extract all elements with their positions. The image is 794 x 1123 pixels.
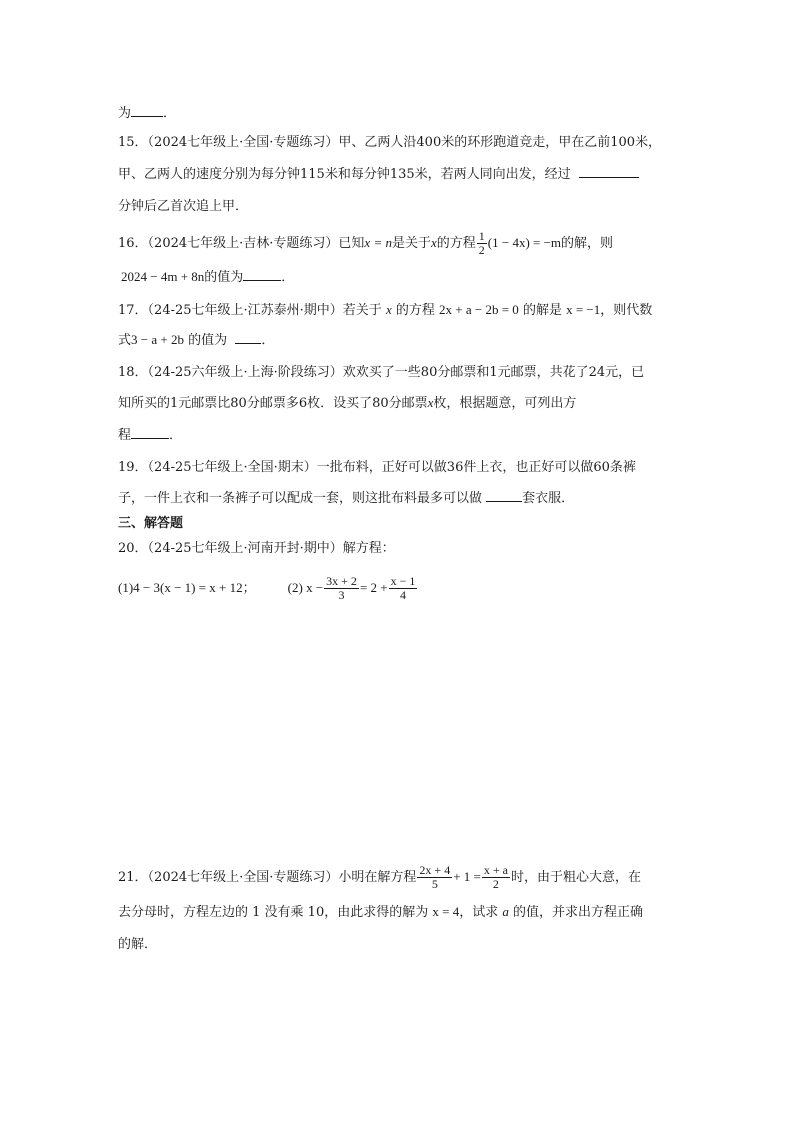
q17-text: 的值为 [188,333,228,348]
q20-source: （24-25七年级上·河南开封·期中） [147,541,343,556]
q18-line1 [118,363,644,383]
q17-source: （24-25七年级上·江苏泰州·期中） [147,303,343,318]
q15-line2 [118,165,639,185]
q17-solution: x = −1 [566,302,601,317]
q18-text: 枚，根据题意，可列出方 [433,396,577,411]
q21-source: （2024七年级上·全国·专题练习） [147,870,339,885]
q16-expression: 2024 − 4m + 8n [121,269,205,284]
q19-line1 [118,458,636,478]
q19-number: 19． [118,460,148,475]
q21-text: 的值，并求出方程正确 [513,905,644,920]
q15-text: 甲、乙两人的速度分别为每分钟115米和每分钟135米，若两人同向出发，经过 [118,167,571,182]
q21-line2 [118,902,643,923]
answer-blank [235,331,261,344]
answer-blank [486,489,522,502]
q15-number: 15． [118,135,148,150]
q16-line2 [121,267,294,288]
q18-text: 欢欢买了一些80分邮票和1元邮票，共花了24元，已 [342,365,645,380]
q17-number: 17． [118,303,148,318]
q18-end: ． [169,428,183,443]
q17-text: ，则代数 [600,303,653,318]
fraction-denominator: 2 [478,243,485,257]
q17-text: 的解是 [522,303,562,318]
q16-text: 已知 [338,236,365,251]
q20-part2: (2) x − [287,580,324,595]
q20-number: 20． [118,541,148,556]
q17-equation: 2x + a − 2b = 0 [439,302,519,317]
q19-text: 套衣服． [522,491,575,506]
q17-text: 若关于 [342,303,382,318]
q17-text: 的方程 [395,303,435,318]
q21-equation: + 1 = [453,869,481,884]
section-title: 三、解答题 [118,516,184,531]
q18-text: 知所买的1元邮票比80分邮票多6枚．设买了80分邮票 [118,396,428,411]
fraction-denominator: 4 [400,588,406,602]
q20-part1: (1)4 − 3(x − 1) = x + 12； [118,580,256,595]
answer-blank [243,268,281,281]
q16-line1 [118,230,613,257]
q20-line2 [118,574,418,603]
prev-end: ． [163,106,177,121]
q18-line2 [118,393,576,414]
q17-expression: 3 − a + 2b [131,332,184,347]
q21-fraction-2 [482,864,510,891]
prev-question-tail [118,104,176,124]
q17-variable: x [385,302,392,317]
fraction-denominator: 2 [492,877,499,891]
q21-line1 [118,863,641,892]
fraction-denominator: 3 [338,588,345,602]
q16-variable: x [430,235,437,250]
q15-source: （2024七年级上·全国·专题练习） [147,135,339,150]
answer-blank [131,426,169,439]
answer-blank [131,104,163,117]
q16-end: ． [281,270,295,285]
fraction-numerator: x + a [483,863,508,877]
q19-line2 [118,489,574,509]
answer-blank [579,165,639,178]
q21-text: 小明在解方程 [338,870,417,885]
q21-text: 时，由于粗心大意，在 [510,870,641,885]
q21-fraction-1 [417,864,452,891]
q19-text: 一批布料，正好可以做36件上衣，也正好可以做60条裤 [316,460,636,475]
q16-fraction [477,230,487,257]
q17-line2 [118,330,274,351]
q18-source: （24-25六年级上·上海·阶段练习） [147,365,343,380]
q18-number: 18． [118,365,148,380]
fraction-numerator: x − 1 [390,574,416,588]
q15-line3 [118,197,248,217]
q20-fraction-1 [324,575,359,602]
q21-text: 去分母时，方程左边的 1 没有乘 10，由此求得的解为 [118,905,429,920]
q20-line1 [118,539,395,559]
q21-solution: x = 4 [432,904,460,919]
q15-text: 分钟后乙首次追上甲． [118,199,249,214]
q15-line1 [118,133,661,153]
q16-text: 的方程 [436,236,476,251]
fraction-denominator: 5 [431,877,438,891]
q18-variable: x [427,395,434,410]
q16-text: 的值为 [204,270,244,285]
q16-equation: x = n [364,235,392,250]
q17-end: ． [261,333,275,348]
q16-number: 16． [118,236,148,251]
q21-number: 21． [118,870,148,885]
q20-part2: = 2 + [359,580,388,595]
q21-text: ，试求 [459,905,499,920]
q18-line3 [118,426,182,446]
q15-text: 甲、乙两人沿400米的环形跑道竞走，甲在乙前100米， [338,135,662,150]
fraction-numerator: 1 [478,229,485,243]
section-heading [118,514,183,534]
prev-text: 为 [118,106,132,121]
q20-text: 解方程： [342,541,395,556]
q19-text: 子，一件上衣和一条裤子可以配成一套，则这批布料最多可以做 [118,491,483,506]
q16-text: 是关于 [391,236,431,251]
q16-equation: (1 − 4x) = −m [487,235,562,250]
q18-text: 程 [118,428,132,443]
q16-text: 的解，则 [561,236,614,251]
q21-line3 [118,935,157,955]
q21-text: 的解． [118,937,158,952]
fraction-numerator: 2x + 4 [419,863,451,877]
q20-fraction-2 [389,575,418,602]
q16-source: （2024七年级上·吉林·专题练习） [147,236,339,251]
fraction-numerator: 3x + 2 [326,574,357,588]
q17-line1 [118,300,652,321]
q21-variable: a [502,904,509,919]
q19-source: （24-25七年级上·全国·期末） [147,460,317,475]
q17-text: 式 [118,333,132,348]
